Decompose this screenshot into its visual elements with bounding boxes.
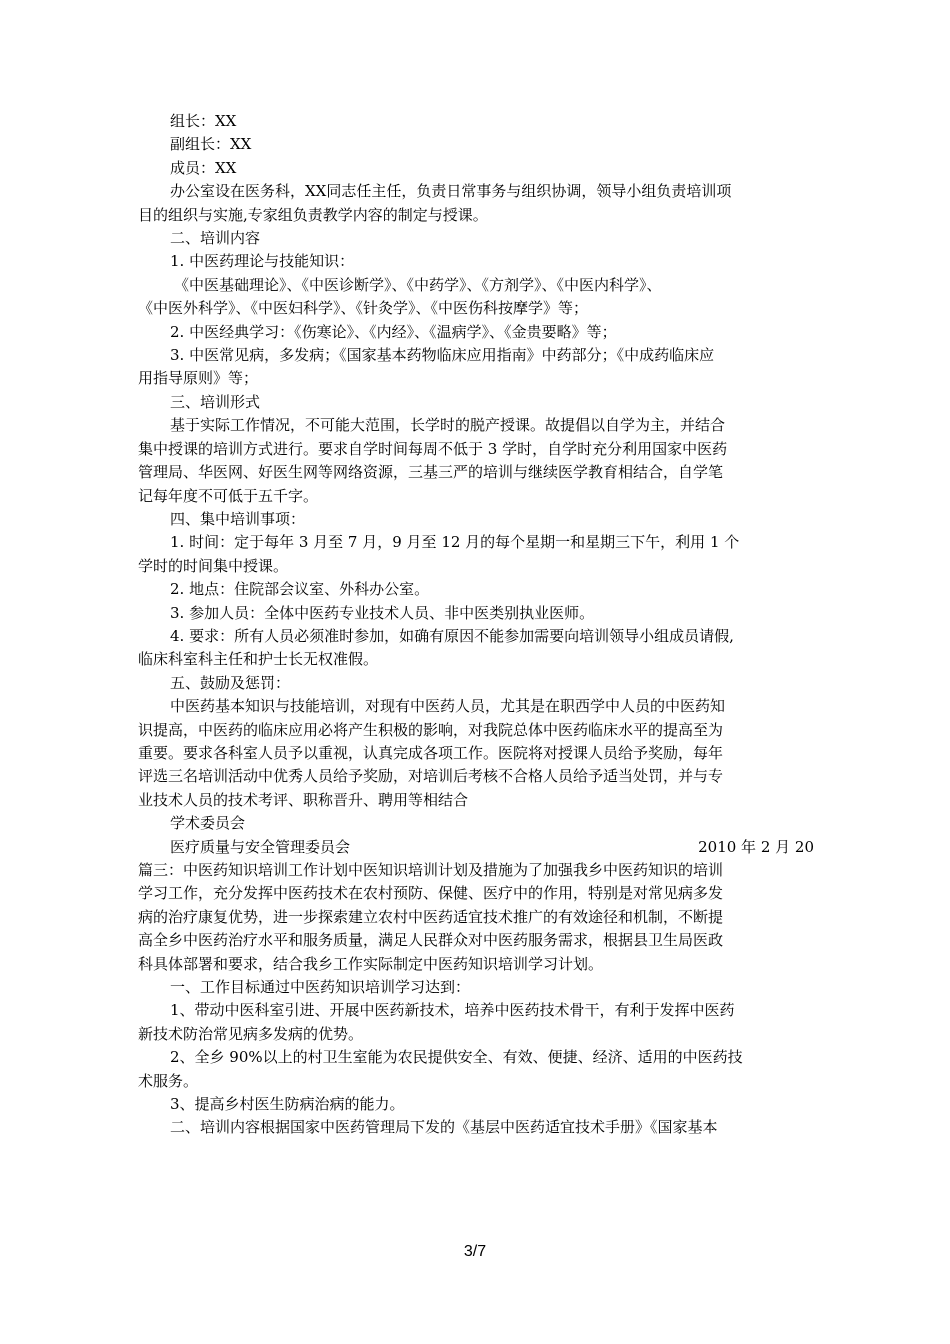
section-heading: 五、鼓励及惩罚： [170,673,291,692]
paragraph-line: 篇三：中医药知识培训工作计划中医知识培训计划及措施为了加强我乡中医药知识的培训 [138,860,724,879]
paragraph-line: 办公室设在医务科，XX同志任主任，负责日常事务与组织协调，领导小组负责培训项 [170,182,732,201]
signature-committee: 学术委员会 [170,814,246,833]
paragraph-line: 记每年度不可低于五千字。 [138,486,319,505]
paragraph-line: 基于实际工作情况，不可能大范围，长学时的脱产授课。故提倡以自学为主，并结合 [170,416,726,435]
paragraph-line: 副组长：XX [170,135,252,154]
paragraph-line: 3. 中医常见病，多发病；《国家基本药物临床应用指南》中药部分；《中成药临床应 [170,346,715,365]
paragraph-line: 高全乡中医药治疗水平和服务质量，满足人民群众对中医药服务需求，根据县卫生局医政 [138,931,724,950]
paragraph-line: 临床科室科主任和护士长无权准假。 [138,650,379,669]
section-heading: 三、培训形式 [170,392,261,411]
paragraph-line: 用指导原则》等； [138,369,259,388]
section-heading: 二、培训内容根据国家中医药管理局下发的《基层中医药适宜技术手册》《国家基本 [170,1118,718,1137]
paragraph-line: 集中授课的培训方式进行。要求自学时间每周不低于 3 学时，自学时充分利用国家中医药 [138,439,728,458]
paragraph-line: 重要。要求各科室人员予以重视，认真完成各项工作。医院将对授课人员给予奖励，每年 [138,743,724,762]
paragraph-line: 管理局、华医网、好医生网等网络资源，三基三严的培训与继续医学教育相结合，自学笔 [138,463,724,482]
section-heading: 一、工作目标通过中医药知识培训学习达到： [170,978,471,997]
paragraph-line: 识提高，中医药的临床应用必将产生积极的影响，对我院总体中医药临床水平的提高至为 [138,720,724,739]
signature-line [138,836,826,859]
paragraph-line: 学时的时间集中授课。 [138,556,289,575]
paragraph-line: 《中医基础理论》、《中医诊断学》、《中药学》、《方剂学》、《中医内科学》、 [174,275,662,294]
document-body [138,110,826,1140]
page-number: 3/7 [463,1243,487,1260]
paragraph-line: 组长：XX [170,112,237,130]
paragraph-line: 3. 参加人员：全体中医药专业技术人员、非中医类别执业医师。 [170,603,595,622]
paragraph-line: 1. 时间：定于每年 3 月至 7 月，9 月至 12 月的每个星期一和星期三下午，利用 1 个 [170,533,740,552]
section-heading: 四、集中培训事项： [170,509,306,528]
signature-date: 2010 年 2 月 20 [698,837,814,856]
paragraph-line: 1、带动中医科室引进、开展中医药新技术，培养中医药技术骨干，有利于发挥中医药 [170,1001,735,1020]
paragraph-line: 成员：XX [170,158,237,177]
paragraph-line: 2. 中医经典学习：《伤寒论》、《内经》、《温病学》、《金贵要略》等； [170,322,617,341]
paragraph-line: 新技术防治常见病多发病的优势。 [138,1024,364,1043]
paragraph-line: 目的组织与实施,专家组负责教学内容的制定与授课。 [138,205,488,224]
signature-committee: 医疗质量与安全管理委员会 [170,837,351,856]
paragraph-line: 学习工作，充分发挥中医药技术在农村预防、保健、医疗中的作用，特别是对常见病多发 [138,884,724,903]
paragraph-line: 1. 中医药理论与技能知识： [170,252,355,271]
paragraph-line: 中医药基本知识与技能培训，对现有中医药人员，尤其是在职西学中人员的中医药知 [170,697,726,716]
paragraph-line: 2. 地点：住院部会议室、外科办公室。 [170,580,430,599]
paragraph-line: 病的治疗康复优势，进一步探索建立农村中医药适宜技术推广的有效途径和机制，不断提 [138,907,724,926]
paragraph-line: 业技术人员的技术考评、职称晋升、聘用等相结合 [138,790,469,809]
paragraph-line: 科具体部署和要求，结合我乡工作实际制定中医药知识培训学习计划。 [138,954,604,973]
paragraph-line: 3、提高乡村医生防病治病的能力。 [170,1095,405,1114]
paragraph-line: 术服务。 [138,1071,199,1090]
paragraph-line: 《中医外科学》、《中医妇科学》、《针灸学》、《中医伤科按摩学》等； [138,299,589,318]
paragraph-line: 评选三名培训活动中优秀人员给予奖励，对培训后考核不合格人员给予适当处罚，并与专 [138,767,724,786]
section-heading: 二、培训内容 [170,229,261,248]
paragraph-line: 2、全乡 90%以上的村卫生室能为农民提供安全、有效、便捷、经济、适用的中医药技 [170,1048,743,1067]
paragraph-line: 4. 要求：所有人员必须准时参加，如确有原因不能参加需要向培训领导小组成员请假, [170,626,734,645]
